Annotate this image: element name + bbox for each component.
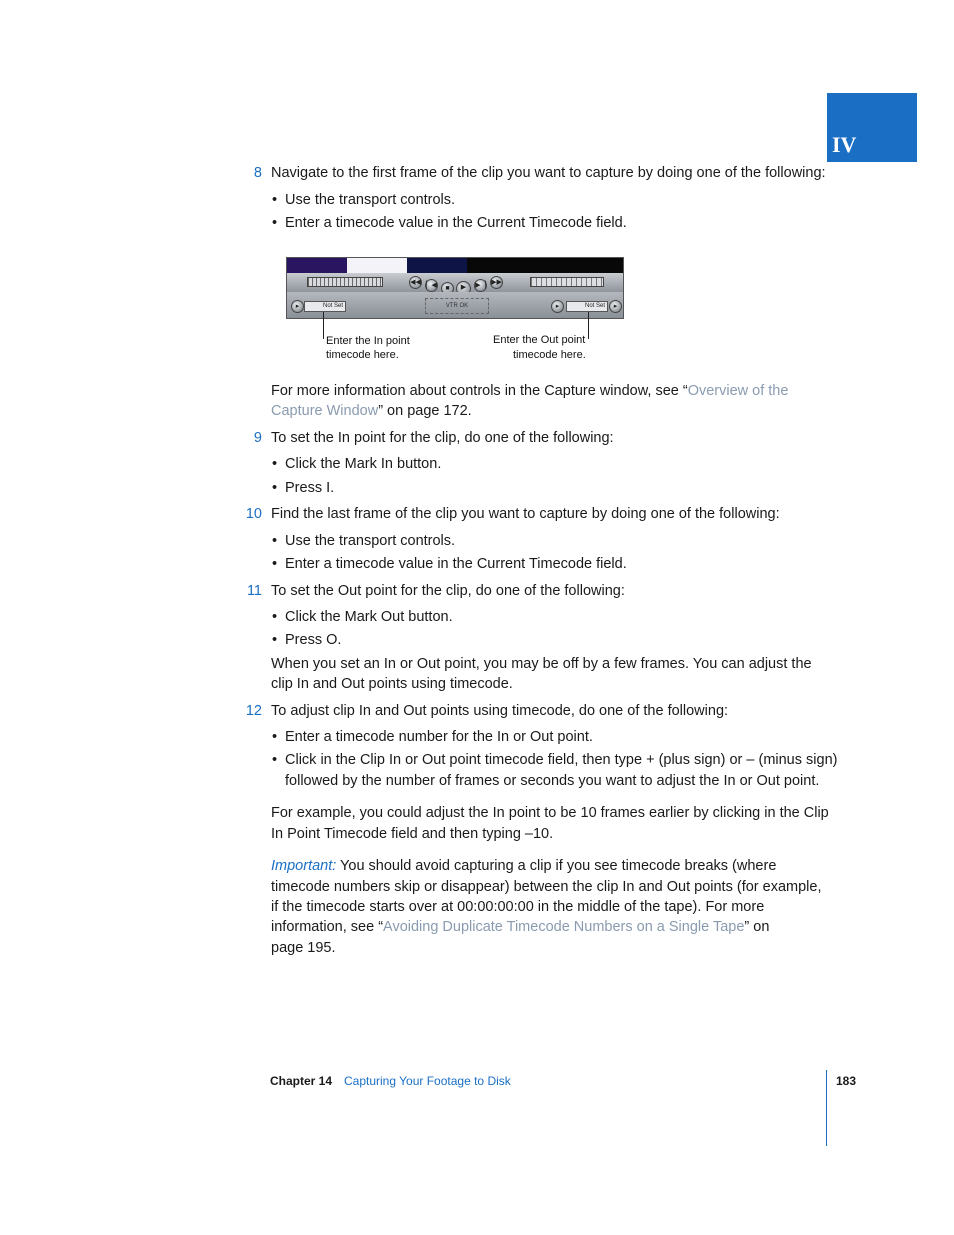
paragraph: For example, you could adjust the In point to be 10 frames earlier by clicking in the Clip: [271, 805, 829, 821]
paragraph: clip In and Out points using timecode.: [271, 676, 513, 692]
transport-bar: [287, 273, 623, 292]
callout-out: timecode here.: [513, 349, 586, 361]
part-tab-label: IV: [832, 132, 857, 157]
mark-in-button[interactable]: ▸: [291, 300, 304, 313]
capture-window-figure: [286, 257, 624, 319]
jog-control[interactable]: [530, 277, 604, 287]
step-number: 8: [253, 165, 262, 181]
footer-divider: [826, 1070, 827, 1146]
bullet-dot: •: [272, 729, 278, 745]
play-button[interactable]: ▶: [456, 281, 471, 296]
paragraph-text: ” on: [744, 919, 770, 935]
step-number: 12: [245, 703, 262, 719]
paragraph: if the timecode starts over at 00:00:00:00 in the middle of the tape). For more: [271, 899, 765, 915]
step-text: To set the In point for the clip, do one of the following:: [271, 430, 614, 446]
shuttle-control[interactable]: [307, 277, 383, 287]
video-strip: [407, 258, 467, 273]
bullet-dot: •: [272, 192, 278, 208]
bullet-text: followed by the number of frames or seconds you want to adjust the In or Out point.: [285, 773, 820, 789]
fast-forward-button[interactable]: ▶▶: [490, 276, 503, 289]
paragraph-text: For more information about controls in the Capture window, see “: [271, 383, 688, 399]
callout-in: timecode here.: [326, 349, 399, 361]
bullet-text: Click the Mark Out button.: [285, 609, 453, 625]
important-note: [271, 856, 776, 876]
bullet-text: Click in the Clip In or Out point timecode field, then type + (plus sign) or – (minus sign): [285, 752, 838, 768]
paragraph: page 195.: [271, 940, 336, 956]
video-strip: [347, 258, 407, 273]
cross-ref-link[interactable]: Overview of the: [687, 383, 789, 399]
prev-frame-button[interactable]: ▏◀: [425, 279, 438, 292]
video-strip: [287, 258, 347, 273]
bullet-text: Click the Mark In button.: [285, 456, 442, 472]
bullet-text: Use the transport controls.: [285, 533, 456, 549]
footer-chapter-title[interactable]: Capturing Your Footage to Disk: [344, 1074, 511, 1088]
paragraph-text: You should avoid capturing a clip if you see timecode breaks (where: [336, 858, 777, 874]
video-strip: [467, 258, 623, 273]
callout-line: [323, 312, 324, 339]
callout-line: [588, 312, 589, 339]
rewind-button[interactable]: ◀◀: [409, 276, 422, 289]
bullet-text: Enter a timecode value in the Current Timecode field.: [285, 556, 627, 572]
bullet-dot: •: [272, 632, 278, 648]
bullet-text: Press I.: [285, 480, 335, 496]
bullet-text: Enter a timecode number for the In or Out point.: [285, 729, 593, 745]
callout-out: Enter the Out point: [493, 334, 586, 346]
in-point-timecode-field[interactable]: Not Set: [304, 301, 346, 312]
part-tab: [827, 93, 917, 162]
footer-chapter: Chapter 14: [270, 1074, 333, 1088]
step-number: 10: [245, 506, 262, 522]
paragraph: [271, 381, 788, 401]
step-text: Find the last frame of the clip you want to capture by doing one of the following:: [271, 506, 780, 522]
next-frame-button[interactable]: ▶▕: [474, 279, 487, 292]
step-number: 11: [246, 583, 262, 599]
timecode-bar: [287, 292, 623, 318]
bullet-text: Use the transport controls.: [285, 192, 456, 208]
stop-button[interactable]: ■: [441, 282, 454, 295]
paragraph: [271, 917, 769, 937]
paragraph: In Point Timecode field and then typing –10.: [271, 826, 554, 842]
paragraph-text: information, see “: [271, 919, 384, 935]
go-to-out-button[interactable]: ▸: [609, 300, 622, 313]
bullet-dot: •: [272, 456, 278, 472]
bullet-dot: •: [272, 215, 278, 231]
out-point-timecode-field[interactable]: Not Set: [566, 301, 608, 312]
step-text: To adjust clip In and Out points using timecode, do one of the following:: [271, 703, 729, 719]
mark-out-button[interactable]: ▸: [551, 300, 564, 313]
cross-ref-link[interactable]: Capture Window: [271, 403, 379, 419]
step-text: To set the Out point for the clip, do one of the following:: [271, 583, 625, 599]
bullet-text: Press O.: [285, 632, 342, 648]
vtr-status: VTR OK: [425, 298, 489, 314]
paragraph-text: ” on page 172.: [378, 403, 472, 419]
bullet-dot: •: [272, 533, 278, 549]
page-number: 183: [836, 1074, 857, 1088]
step-text: Navigate to the first frame of the clip you want to capture by doing one of the following:: [271, 165, 826, 181]
bullet-dot: •: [272, 609, 278, 625]
callout-in: Enter the In point: [326, 335, 410, 347]
bullet-dot: •: [272, 556, 278, 572]
cross-ref-link[interactable]: Avoiding Duplicate Timecode Numbers on a Single Tape: [383, 919, 745, 935]
bullet-text: Enter a timecode value in the Current Timecode field.: [285, 215, 627, 231]
paragraph: [271, 401, 472, 421]
paragraph: When you set an In or Out point, you may be off by a few frames. You can adjust the: [271, 656, 812, 672]
bullet-dot: •: [272, 480, 278, 496]
paragraph: timecode numbers skip or disappear) between the clip In and Out points (for example,: [271, 879, 822, 895]
step-number: 9: [253, 430, 262, 446]
important-label: Important:: [271, 858, 337, 874]
bullet-dot: •: [272, 752, 278, 768]
